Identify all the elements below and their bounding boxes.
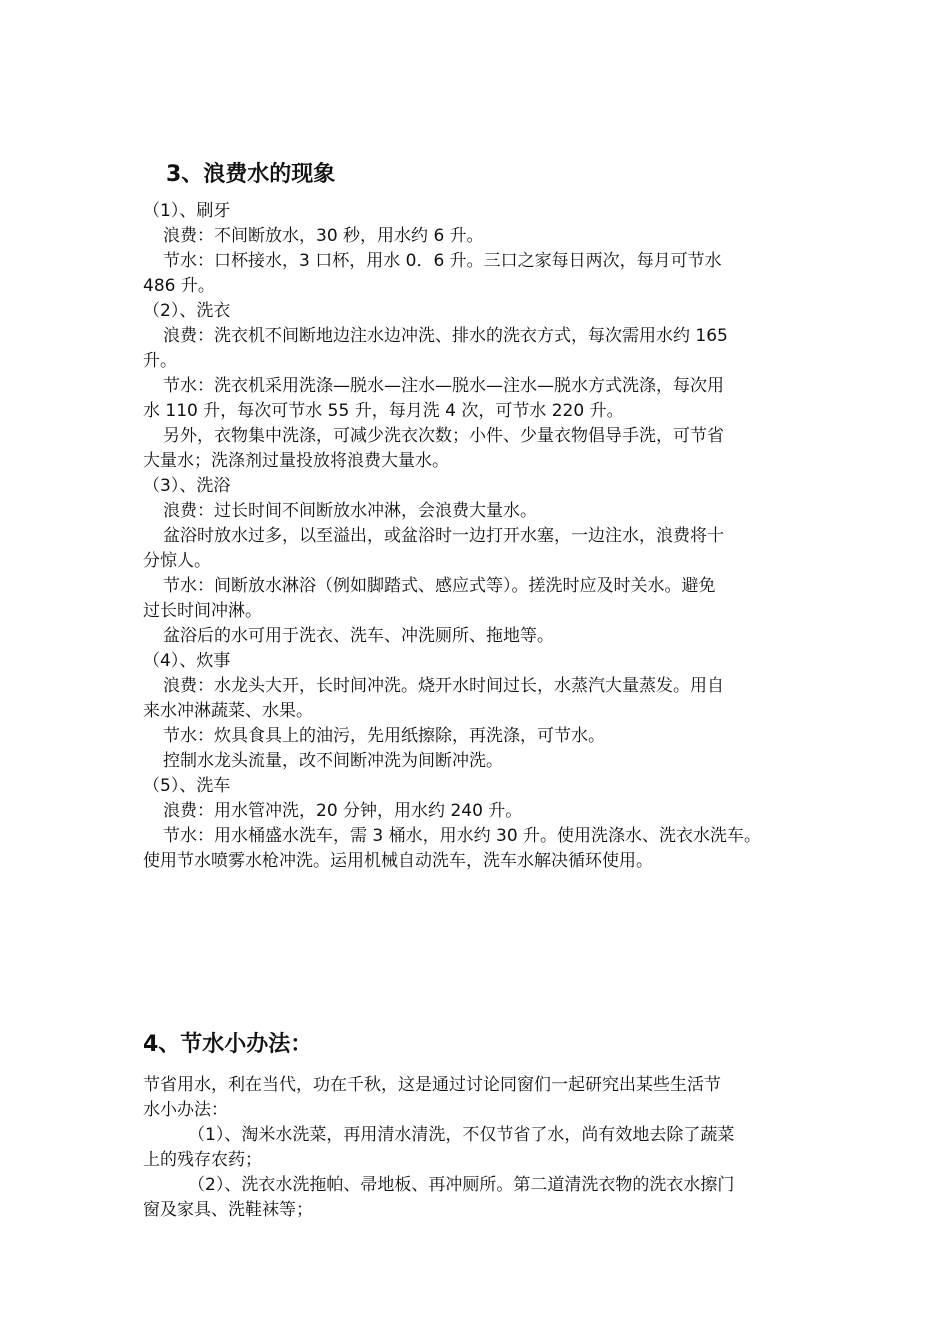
paragraph-line: 浪费：水龙头大开，长时间冲洗。烧开水时间过长，水蒸汽大量蒸发。用自 — [163, 676, 724, 696]
paragraph-line: 节省用水，利在当代，功在千秋，这是通过讨论同窗们一起研究出某些生活节 — [143, 1075, 721, 1095]
paragraph-line: 浪费：洗衣机不间断地边注水边冲洗、排水的洗衣方式，每次需用水约 165 — [163, 326, 728, 346]
list-item-line: （1）、淘米水洗菜，再用清水清洗，不仅节省了水，尚有效地去除了蔬菜 — [188, 1125, 735, 1145]
paragraph-line: 486 升。 — [143, 276, 215, 296]
paragraph-line: 节水：间断放水淋浴（例如脚踏式、感应式等）。搓洗时应及时关水。避免 — [163, 576, 716, 596]
section-4-heading: 4、节水小办法： — [143, 1032, 313, 1057]
paragraph-line: 水 110 升，每次可节水 55 升，每月洗 4 次，可节水 220 升。 — [143, 401, 624, 421]
subheading-brushing: （1）、刷牙 — [143, 201, 231, 221]
paragraph-line: 节水：洗衣机采用洗涤—脱水—注水—脱水—注水—脱水方式洗涤，每次用 — [163, 376, 724, 396]
paragraph-line: 使用节水喷雾水枪冲洗。运用机械自动洗车，洗车水解决循环使用。 — [143, 851, 653, 871]
paragraph-line: 水小办法： — [143, 1100, 228, 1120]
paragraph-line: 浪费：不间断放水，30 秒，用水约 6 升。 — [163, 226, 484, 246]
paragraph-line: 升。 — [143, 351, 177, 371]
subheading-cooking: （4）、炊事 — [143, 651, 231, 671]
paragraph-line: 另外，衣物集中洗涤，可减少洗衣次数；小件、少量衣物倡导手洗，可节省 — [163, 426, 724, 446]
section-3-heading: 3、浪费水的现象 — [166, 162, 336, 187]
subheading-car-wash: （5）、洗车 — [143, 776, 231, 796]
paragraph-line: 分惊人。 — [143, 551, 211, 571]
paragraph-line: 盆浴时放水过多，以至溢出，或盆浴时一边打开水塞，一边注水，浪费将十 — [163, 526, 724, 546]
paragraph-line: 节水：炊具食具上的油污，先用纸擦除，再洗涤，可节水。 — [163, 726, 605, 746]
list-item-line: （2）、洗衣水洗拖帕、帚地板、再冲厕所。第二道清洗衣物的洗衣水擦门 — [188, 1175, 735, 1195]
paragraph-line: 控制水龙头流量，改不间断冲洗为间断冲洗。 — [163, 751, 503, 771]
paragraph-line: 过长时间冲淋。 — [143, 601, 262, 621]
list-item-line: 上的残存农药； — [143, 1150, 262, 1170]
paragraph-line: 大量水；洗涤剂过量投放将浪费大量水。 — [143, 451, 449, 471]
list-item-line: 窗及家具、洗鞋袜等； — [143, 1200, 313, 1220]
paragraph-line: 盆浴后的水可用于洗衣、洗车、冲洗厕所、拖地等。 — [163, 626, 554, 646]
paragraph-line: 节水：口杯接水，3 口杯，用水 0．6 升。三口之家每日两次，每月可节水 — [163, 251, 722, 271]
paragraph-line: 节水：用水桶盛水洗车，需 3 桶水，用水约 30 升。使用洗涤水、洗衣水洗车。 — [163, 826, 762, 846]
paragraph-line: 浪费：用水管冲洗，20 分钟，用水约 240 升。 — [163, 801, 523, 821]
paragraph-line: 浪费：过长时间不间断放水冲淋，会浪费大量水。 — [163, 501, 537, 521]
paragraph-line: 来水冲淋蔬菜、水果。 — [143, 701, 313, 721]
subheading-bathing: （3）、洗浴 — [143, 476, 231, 496]
subheading-laundry: （2）、洗衣 — [143, 301, 231, 321]
